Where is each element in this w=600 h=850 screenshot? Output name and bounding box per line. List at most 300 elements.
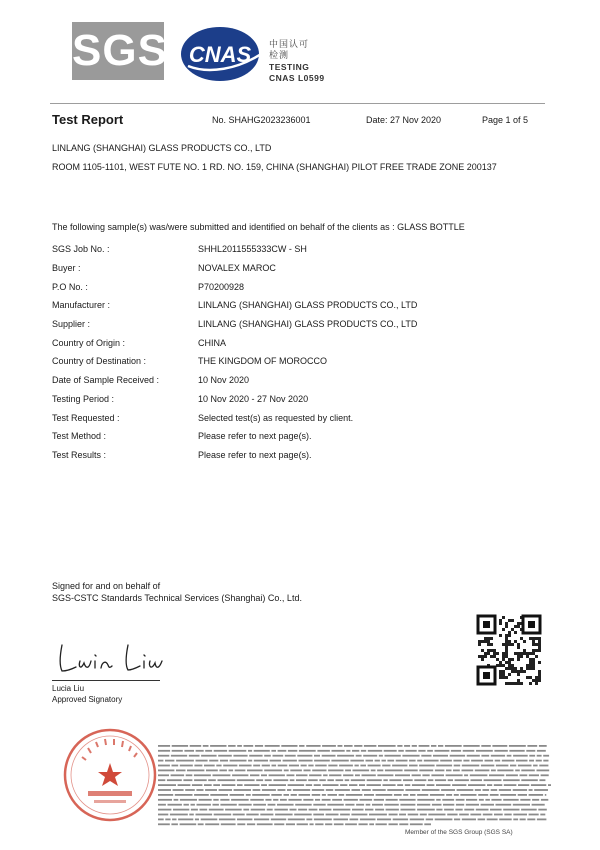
qr-module	[499, 661, 502, 664]
fine-print-word	[247, 823, 255, 825]
fine-print-word	[315, 823, 323, 825]
fine-print-word	[273, 779, 288, 781]
fine-print-word	[538, 809, 547, 811]
fine-print-word	[344, 799, 358, 801]
fine-print-word	[196, 750, 204, 752]
fine-print-word	[431, 774, 444, 776]
fine-print-word	[262, 789, 276, 791]
fine-print-word	[187, 770, 204, 772]
qr-module	[523, 649, 526, 652]
fine-print-word	[495, 760, 501, 762]
fine-print-word	[438, 745, 443, 747]
qr-module	[502, 673, 505, 676]
fine-print-word	[170, 814, 188, 816]
fine-print-word	[264, 770, 282, 772]
fine-print-word	[244, 784, 259, 786]
fine-print-word	[427, 750, 433, 752]
page-indicator: Page 1 of 5	[482, 115, 529, 125]
field-label: Test Results :	[52, 449, 107, 460]
fine-print-word	[513, 804, 530, 806]
fine-print-word	[442, 799, 454, 801]
fine-print-word	[478, 794, 488, 796]
fine-print-word	[450, 755, 465, 757]
fine-print-word	[284, 770, 289, 772]
qr-module	[520, 682, 523, 685]
fine-print-word	[233, 814, 245, 816]
fine-print-word	[462, 765, 480, 767]
fine-print-word	[529, 774, 539, 776]
fine-print-word	[454, 819, 460, 821]
fine-print-word	[171, 774, 185, 776]
qr-module	[496, 658, 499, 661]
fine-print-word	[395, 774, 410, 776]
fine-print-word	[420, 814, 427, 816]
signature-line	[52, 680, 160, 681]
fine-print-word	[256, 779, 263, 781]
fine-print-word	[278, 765, 288, 767]
fine-print-word	[470, 774, 488, 776]
fine-print-word	[364, 794, 374, 796]
qr-module	[502, 655, 505, 658]
fine-print-word	[536, 760, 542, 762]
fine-print-word	[351, 814, 367, 816]
fine-print-word	[328, 794, 338, 796]
fine-print-word	[246, 794, 251, 796]
fine-print-word	[322, 755, 336, 757]
fine-print-word	[346, 750, 350, 752]
fine-print-word	[424, 760, 439, 762]
fine-print-word	[454, 765, 461, 767]
fine-print-word	[372, 789, 385, 791]
fine-print-word	[194, 774, 211, 776]
fine-print-word	[543, 760, 548, 762]
qr-module	[508, 667, 511, 670]
signed-on-behalf	[52, 581, 302, 604]
fine-print-word	[267, 809, 273, 811]
fine-print-word	[386, 809, 399, 811]
fine-print-word	[278, 789, 286, 791]
qr-module	[502, 628, 505, 631]
terms-fine-print	[158, 743, 551, 829]
report-title: Test Report	[52, 112, 124, 127]
fine-print-word	[515, 770, 520, 772]
fine-print-word	[327, 804, 344, 806]
qr-module	[532, 640, 535, 643]
qr-module	[499, 673, 502, 676]
qr-module	[505, 640, 508, 643]
fine-print-word	[317, 750, 330, 752]
fine-print-word	[417, 760, 422, 762]
fine-print-word	[518, 765, 532, 767]
fine-print-word	[531, 784, 546, 786]
fine-print-word	[299, 794, 311, 796]
fine-print-word	[463, 760, 469, 762]
qr-module	[523, 640, 526, 643]
fine-print-word	[332, 799, 342, 801]
qr-module	[514, 652, 517, 655]
fine-print-word	[487, 784, 492, 786]
qr-module	[505, 622, 508, 625]
fine-print-word	[502, 760, 515, 762]
fine-print-word	[189, 814, 194, 816]
fine-print-word	[428, 814, 445, 816]
fine-print-word	[158, 809, 171, 811]
fine-print-word	[165, 760, 174, 762]
fine-print-word	[196, 760, 208, 762]
qr-module	[523, 670, 526, 673]
qr-module	[481, 649, 484, 652]
fine-print-word	[194, 794, 209, 796]
fine-print-word	[158, 765, 170, 767]
field-label: Test Requested :	[52, 412, 120, 423]
fine-print-word	[368, 765, 381, 767]
fine-print-word	[401, 809, 416, 811]
fine-print-word	[364, 745, 377, 747]
qr-module	[529, 661, 532, 664]
qr-module	[511, 658, 514, 661]
fine-print-word	[513, 789, 527, 791]
fine-print-word	[448, 779, 453, 781]
qr-module	[538, 649, 541, 652]
field-label: Test Method :	[52, 431, 107, 442]
qr-module	[505, 682, 508, 685]
fine-print-word	[399, 814, 406, 816]
fine-print-word	[296, 774, 308, 776]
fine-print-word	[386, 799, 398, 801]
fine-print-word	[520, 799, 530, 801]
qr-module	[484, 652, 487, 655]
fine-print-word	[368, 750, 382, 752]
fine-print-word	[397, 745, 402, 747]
fine-print-word	[208, 779, 216, 781]
qr-module	[481, 658, 484, 661]
qr-module	[484, 655, 487, 658]
fine-print-word	[176, 770, 186, 772]
signed-line-2: SGS-CSTC Standards Technical Services (Shanghai) Co., Ltd.	[52, 592, 302, 603]
fine-print-word	[475, 789, 481, 791]
fine-print-word	[543, 755, 549, 757]
fine-print-word	[392, 765, 407, 767]
fine-print-word	[203, 745, 209, 747]
fine-print-word	[314, 760, 330, 762]
fine-print-word	[487, 819, 498, 821]
fine-print-word	[295, 804, 312, 806]
fine-print-word	[185, 789, 195, 791]
fine-print-word	[319, 779, 326, 781]
qr-module	[532, 664, 535, 667]
fine-print-word	[325, 823, 332, 825]
fine-print-word	[360, 765, 366, 767]
fine-print-word	[269, 784, 286, 786]
qr-module	[505, 643, 508, 646]
qr-module	[502, 676, 505, 679]
qr-module	[538, 640, 541, 643]
qr-module	[490, 649, 493, 652]
fine-print-word	[287, 789, 291, 791]
fine-print-word	[354, 745, 362, 747]
fine-print-word	[454, 794, 459, 796]
fine-print-word	[350, 819, 359, 821]
fine-print-word	[175, 794, 193, 796]
fine-print-word	[382, 760, 386, 762]
fine-print-word	[467, 755, 480, 757]
fine-print-word	[422, 774, 429, 776]
fine-print-word	[297, 755, 312, 757]
fine-print-word	[204, 765, 215, 767]
fine-print-word	[518, 784, 529, 786]
fine-print-word	[306, 819, 312, 821]
fine-print-word	[345, 779, 350, 781]
qr-module	[517, 655, 520, 658]
fine-print-word	[440, 760, 452, 762]
qr-module	[499, 634, 502, 637]
fine-print-word	[405, 789, 420, 791]
fine-print-word	[537, 819, 547, 821]
qr-module	[526, 676, 529, 679]
fine-print-word	[529, 814, 539, 816]
fine-print-word	[289, 765, 299, 767]
fine-print-word	[158, 784, 176, 786]
fine-print-word	[540, 814, 545, 816]
fine-print-word	[339, 794, 345, 796]
fine-print-word	[158, 804, 166, 806]
fine-print-word	[332, 750, 345, 752]
fine-print-word	[532, 799, 539, 801]
qr-module	[538, 670, 541, 673]
fine-print-word	[329, 774, 341, 776]
fine-print-word	[359, 784, 365, 786]
fine-print-word	[261, 784, 267, 786]
qr-module	[499, 664, 502, 667]
qr-module	[505, 649, 508, 652]
cnas-chinese-text	[269, 39, 309, 61]
qr-module	[505, 652, 508, 655]
fine-print-word	[426, 819, 433, 821]
qr-module	[502, 670, 505, 673]
fine-print-word	[252, 794, 270, 796]
fine-print-word	[417, 799, 434, 801]
qr-module	[538, 646, 541, 649]
qr-module	[499, 622, 502, 625]
fine-print-word	[419, 745, 430, 747]
field-label: Supplier :	[52, 319, 91, 330]
fine-print-word	[462, 770, 474, 772]
signatory-role: Approved Signatory	[52, 695, 123, 704]
fine-print-word	[387, 789, 404, 791]
fine-print-word	[269, 774, 285, 776]
fine-print-word	[200, 809, 208, 811]
field-label: P.O No. :	[52, 281, 88, 292]
fine-print-word	[158, 814, 168, 816]
qr-module	[478, 643, 481, 646]
fine-print-word	[360, 819, 376, 821]
fine-print-word	[158, 819, 164, 821]
qr-module	[496, 652, 499, 655]
field-row	[52, 259, 552, 278]
fine-print-word	[294, 814, 312, 816]
fine-print-word	[412, 784, 425, 786]
fine-print-word	[475, 770, 490, 772]
fine-print-word	[424, 823, 431, 825]
qr-module	[535, 643, 538, 646]
signed-line-1: Signed for and on behalf of	[52, 581, 161, 591]
fine-print-word	[352, 750, 359, 752]
qr-module	[481, 655, 484, 658]
fine-print-word	[362, 789, 371, 791]
qr-module	[487, 652, 490, 655]
fine-print-word	[219, 770, 227, 772]
qr-module	[526, 667, 529, 670]
fine-print-word	[410, 819, 424, 821]
fine-print-word	[301, 765, 307, 767]
qr-module	[532, 643, 535, 646]
fine-print-word	[499, 819, 512, 821]
fine-print-word	[383, 784, 396, 786]
fine-print-word	[360, 799, 373, 801]
fine-print-word	[375, 760, 380, 762]
fine-print-word	[361, 750, 366, 752]
fine-print-word	[345, 804, 354, 806]
qr-module	[514, 670, 517, 673]
fine-print-word	[218, 779, 236, 781]
fine-print-word	[255, 745, 263, 747]
fine-print-word	[460, 794, 476, 796]
fine-print-word	[481, 765, 494, 767]
fine-print-word	[409, 765, 418, 767]
fine-print-word	[521, 770, 535, 772]
fine-print-word	[356, 755, 362, 757]
fine-print-word	[291, 794, 297, 796]
qr-module	[520, 655, 523, 658]
fine-print-word	[176, 760, 194, 762]
fine-print-word	[314, 819, 332, 821]
fine-print-word	[299, 760, 313, 762]
fine-print-word	[237, 819, 252, 821]
qr-module	[490, 643, 493, 646]
qr-module	[502, 616, 505, 619]
fine-print-word	[453, 770, 460, 772]
fine-print-word	[414, 779, 426, 781]
fine-print-word	[490, 809, 502, 811]
fine-print-word	[456, 799, 465, 801]
fine-print-word	[510, 765, 516, 767]
qr-module	[508, 631, 511, 634]
fine-print-word	[210, 745, 226, 747]
fine-print-word	[178, 819, 193, 821]
fine-print-word	[436, 809, 442, 811]
fine-print-word	[229, 750, 247, 752]
fine-print-word	[419, 765, 435, 767]
fine-print-word	[446, 794, 452, 796]
fine-print-word	[353, 770, 370, 772]
fine-print-word	[541, 799, 548, 801]
fine-print-word	[399, 799, 415, 801]
fine-print-word	[218, 755, 232, 757]
fine-print-word	[405, 750, 416, 752]
fine-print-word	[189, 755, 200, 757]
fine-print-word	[288, 750, 297, 752]
fine-print-word	[367, 779, 382, 781]
fine-print-word	[219, 819, 236, 821]
qr-module	[532, 658, 535, 661]
fine-print-word	[225, 809, 242, 811]
fine-print-word	[244, 745, 254, 747]
fine-print-word	[165, 819, 170, 821]
fine-print-word	[206, 770, 218, 772]
field-label: Testing Period :	[52, 393, 115, 404]
fine-print-word	[481, 804, 494, 806]
fine-print-word	[417, 804, 430, 806]
fine-print-word	[491, 789, 498, 791]
fine-print-word	[431, 745, 436, 747]
fine-print-word	[250, 774, 259, 776]
fine-print-word	[513, 819, 518, 821]
fine-print-word	[435, 819, 453, 821]
fine-print-word	[284, 794, 290, 796]
fine-print-word	[158, 750, 170, 752]
qr-module	[514, 625, 517, 628]
fine-print-word	[382, 765, 390, 767]
fine-print-word	[313, 814, 324, 816]
fine-print-word	[459, 814, 469, 816]
qr-module	[538, 679, 541, 682]
field-row	[52, 352, 552, 371]
fine-print-word	[369, 814, 387, 816]
qr-module	[529, 637, 532, 640]
fine-print-word	[529, 760, 534, 762]
fine-print-word	[464, 774, 468, 776]
qr-module	[502, 652, 505, 655]
qr-code	[474, 612, 544, 688]
fine-print-word	[158, 755, 169, 757]
fine-print-word	[205, 789, 217, 791]
qr-module	[517, 646, 520, 649]
fine-print-word	[537, 750, 546, 752]
fine-print-word	[402, 755, 419, 757]
qr-module	[517, 670, 520, 673]
fine-print-word	[180, 765, 193, 767]
fine-print-word	[466, 799, 477, 801]
fine-print-word	[322, 799, 331, 801]
fine-print-word	[158, 774, 169, 776]
fine-print-word	[366, 760, 374, 762]
fine-print-word	[404, 745, 410, 747]
fine-print-word	[394, 794, 402, 796]
fine-print-word	[239, 804, 252, 806]
fine-print-word	[451, 750, 461, 752]
qr-module	[535, 679, 538, 682]
fine-print-word	[385, 770, 403, 772]
fine-print-word	[231, 799, 249, 801]
fine-print-word	[314, 784, 321, 786]
qr-module	[511, 667, 514, 670]
fine-print-word	[371, 770, 376, 772]
fine-print-word	[513, 814, 527, 816]
fine-print-word	[529, 794, 544, 796]
fine-print-word	[249, 755, 262, 757]
fine-print-word	[490, 794, 499, 796]
field-label: Country of Origin :	[52, 337, 126, 348]
fine-print-word	[222, 784, 236, 786]
cnas-testing: TESTING	[269, 62, 310, 72]
field-row	[52, 240, 552, 259]
company-seal	[62, 727, 158, 823]
qr-module	[532, 661, 535, 664]
fine-print-word	[158, 823, 170, 825]
qr-module	[532, 667, 535, 670]
fine-print-word	[290, 770, 302, 772]
fine-print-word	[199, 799, 212, 801]
